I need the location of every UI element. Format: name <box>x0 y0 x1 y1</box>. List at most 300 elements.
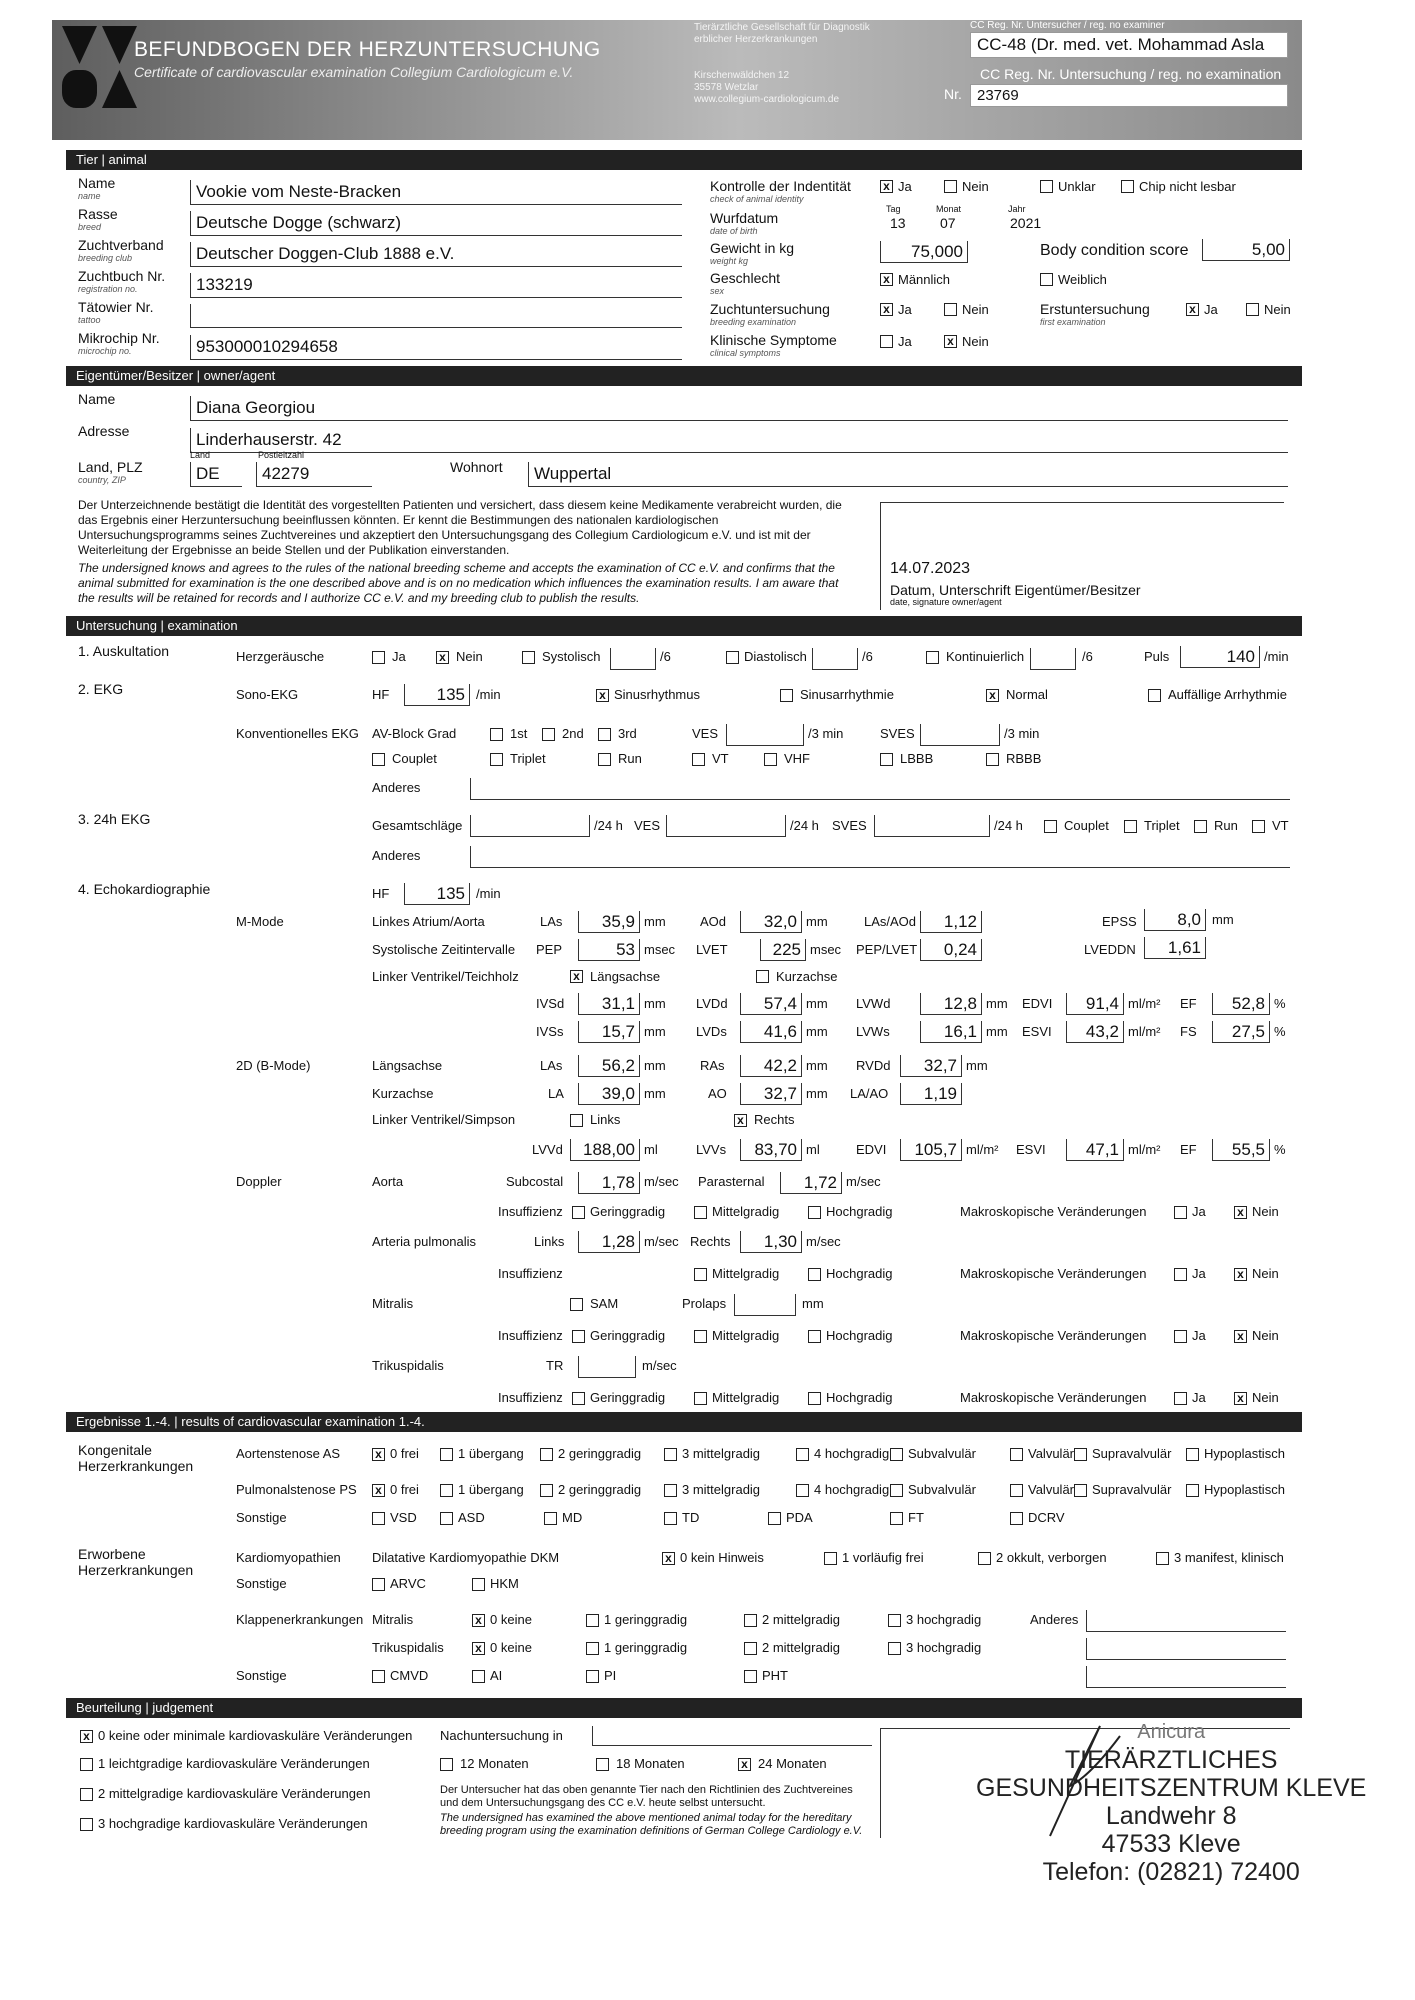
macro-yes-checkbox[interactable] <box>1174 1330 1187 1343</box>
mmode-label: M-Mode <box>236 914 284 929</box>
mitral-label: Mitralis <box>372 1296 414 1311</box>
dob-month[interactable]: 07 <box>940 215 956 231</box>
result-grade-checkbox[interactable] <box>540 1448 553 1461</box>
unit: /24 h <box>790 818 819 833</box>
result-grade-checkbox[interactable] <box>1010 1448 1023 1461</box>
lax-checkbox[interactable]: x <box>570 970 583 983</box>
cb-label: 1 übergang <box>458 1482 524 1497</box>
macro-no-checkbox[interactable]: x <box>1234 1330 1247 1343</box>
ef-bmode-field[interactable]: 55,5 <box>1212 1139 1270 1161</box>
diastolic-grade[interactable] <box>812 648 858 670</box>
result-grade-checkbox[interactable] <box>1186 1448 1199 1461</box>
valve-other-checkbox[interactable] <box>472 1670 485 1683</box>
registration-field[interactable]: 133219 <box>190 273 682 298</box>
edvi-field[interactable]: 91,4 <box>1066 993 1124 1015</box>
judgement-2-checkbox[interactable] <box>80 1788 93 1801</box>
result-grade-checkbox[interactable] <box>664 1448 677 1461</box>
dcm-label: Dilatative Kardiomyopathie DKM <box>372 1550 560 1565</box>
sinus-arrhythmia-checkbox[interactable] <box>780 689 793 702</box>
insuff-moderate-checkbox[interactable] <box>694 1392 707 1405</box>
subcostal-field[interactable]: 1,78 <box>578 1172 640 1194</box>
stamp-line: Telefon: (02821) 72400 <box>1042 1858 1300 1886</box>
cb-label: 1 geringgradig <box>604 1640 688 1655</box>
cb-label: Subvalvulär <box>908 1482 976 1497</box>
systolic-grade[interactable] <box>610 648 656 670</box>
las-label: LAs <box>540 1058 563 1073</box>
owner-name-field[interactable]: Diana Georgiou <box>190 396 1288 421</box>
org-line: 35578 Wetzlar <box>694 82 759 93</box>
followup-18-checkbox[interactable] <box>596 1758 609 1771</box>
cb-label: 4 hochgradig <box>814 1482 890 1497</box>
couplet-checkbox[interactable] <box>372 753 385 766</box>
congenital-other-checkbox[interactable] <box>664 1512 677 1525</box>
section-exam: Untersuchung | examination <box>66 616 1302 636</box>
chip-label: Mikrochip Nr. microchip no. <box>78 330 160 356</box>
macro-label: Makroskopische Veränderungen <box>960 1266 1147 1281</box>
form-subtitle: Certificate of cardiovascular examination Collegium Cardiologicum e.V. <box>134 64 574 80</box>
stamp-line: GESUNDHEITSZENTRUM KLEVE <box>976 1774 1367 1802</box>
pep-field[interactable]: 53 <box>578 939 640 961</box>
unit: mm <box>644 996 666 1011</box>
lvwd-field[interactable]: 12,8 <box>920 993 982 1015</box>
cb-label: Auffällige Arrhythmie <box>1168 687 1287 702</box>
dcm-grade-checkbox[interactable] <box>824 1552 837 1565</box>
cb-label: 12 Monaten <box>460 1756 529 1771</box>
lvds-field[interactable]: 41,6 <box>740 1021 802 1043</box>
tr-label: TR <box>546 1358 564 1373</box>
cb-label: Ja <box>1192 1390 1206 1405</box>
holter-triplet-checkbox[interactable] <box>1124 820 1137 833</box>
result-grade-checkbox[interactable]: x <box>372 1484 385 1497</box>
normal-checkbox[interactable]: x <box>986 689 999 702</box>
unit: ml <box>644 1142 658 1157</box>
systolic-checkbox[interactable] <box>522 651 535 664</box>
sam-checkbox[interactable] <box>570 1298 583 1311</box>
unit: /6 <box>1082 649 1093 664</box>
macro-yes-checkbox[interactable] <box>1174 1206 1187 1219</box>
cb-label: 2 mittelgradig <box>762 1612 841 1627</box>
unit: mm <box>806 1024 828 1039</box>
las-bmode-field[interactable]: 56,2 <box>578 1055 640 1077</box>
simpson-left-checkbox[interactable] <box>570 1114 583 1127</box>
sono-hf-field[interactable]: 135 <box>404 684 470 706</box>
result-grade-checkbox[interactable] <box>1074 1484 1087 1497</box>
male-checkbox[interactable]: x <box>880 273 893 286</box>
section-results: Ergebnisse 1.-4. | results of cardiovascular examination 1.-4. <box>66 1412 1302 1432</box>
holter-ves-field[interactable] <box>666 815 786 837</box>
cb-label: 18 Monaten <box>616 1756 685 1771</box>
lvvd-field[interactable]: 188,00 <box>570 1139 640 1161</box>
pulse-field[interactable]: 140 <box>1180 646 1260 668</box>
sono-label: Sono-EKG <box>236 687 299 702</box>
insuff-moderate-checkbox[interactable] <box>694 1330 707 1343</box>
tricuspid-label: Trikuspidalis <box>372 1640 444 1655</box>
congenital-other-checkbox[interactable] <box>440 1512 453 1525</box>
esvi-bmode-field[interactable]: 47,1 <box>1066 1139 1124 1161</box>
vet-field[interactable]: CC-48 (Dr. med. vet. Mohammad Asla <box>970 32 1288 58</box>
aod-label: AOd <box>700 914 727 929</box>
valve-grade-checkbox[interactable] <box>586 1614 599 1627</box>
insuff-severe-checkbox[interactable] <box>808 1206 821 1219</box>
cb-label: LBBB <box>900 751 934 766</box>
macro-no-checkbox[interactable]: x <box>1234 1268 1247 1281</box>
dcm-grade-checkbox[interactable] <box>1156 1552 1169 1565</box>
cb-label: Nein <box>1252 1390 1279 1405</box>
pulm-right-field[interactable]: 1,30 <box>740 1231 802 1253</box>
cb-label: Ja <box>392 649 406 664</box>
unit: /min <box>476 886 501 901</box>
ao-field[interactable]: 32,7 <box>740 1083 802 1105</box>
cb-label: 1 übergang <box>458 1446 524 1461</box>
la-field[interactable]: 39,0 <box>578 1083 640 1105</box>
avb-label: AV-Block Grad <box>372 726 457 741</box>
valve-other-checkbox[interactable] <box>744 1670 757 1683</box>
murmur-no-checkbox[interactable]: x <box>436 651 449 664</box>
country-field[interactable]: DE <box>190 462 242 487</box>
insuff-severe-checkbox[interactable] <box>808 1268 821 1281</box>
first-yes-checkbox[interactable]: x <box>1186 303 1199 316</box>
result-grade-checkbox[interactable] <box>890 1448 903 1461</box>
sax-checkbox[interactable] <box>756 970 769 983</box>
identity-no-checkbox[interactable] <box>944 180 957 193</box>
cb-label: RBBB <box>1006 751 1042 766</box>
cb-label: PDA <box>786 1510 813 1525</box>
cb-label: Chip nicht lesbar <box>1139 179 1236 194</box>
cb-label: TD <box>682 1510 700 1525</box>
macro-label: Makroskopische Veränderungen <box>960 1328 1147 1343</box>
cb-label: AI <box>490 1668 503 1683</box>
lvws-field[interactable]: 16,1 <box>920 1021 982 1043</box>
followup-field[interactable] <box>592 1726 872 1746</box>
clinical-yes-checkbox[interactable] <box>880 335 893 348</box>
result-grade-checkbox[interactable] <box>440 1484 453 1497</box>
rvdd-field[interactable]: 32,7 <box>900 1055 962 1077</box>
followup-label: Nachuntersuchung in <box>440 1728 563 1743</box>
vhf-checkbox[interactable] <box>764 753 777 766</box>
result-grade-checkbox[interactable] <box>796 1448 809 1461</box>
cb-label: Triplet <box>1144 818 1180 833</box>
cb-label: Nein <box>1252 1204 1279 1219</box>
peplvet-field[interactable]: 0,24 <box>920 939 982 961</box>
holter-other-field[interactable] <box>470 846 1290 868</box>
unit: mm <box>806 1058 828 1073</box>
sinus-rhythm-checkbox[interactable]: x <box>596 689 609 702</box>
ves-label: VES <box>634 818 661 833</box>
valve-grade-checkbox[interactable] <box>586 1642 599 1655</box>
cb-label: 2 geringgradig <box>558 1482 642 1497</box>
ao-label: AO <box>708 1086 727 1101</box>
zip-field[interactable]: 42279 <box>256 462 372 487</box>
animal-name-field[interactable]: Vookie vom Neste-Bracken <box>190 180 682 205</box>
breedexam-no-checkbox[interactable] <box>944 303 957 316</box>
rbbb-checkbox[interactable] <box>986 753 999 766</box>
continuous-checkbox[interactable] <box>926 651 939 664</box>
unit: /3 min <box>1004 726 1040 741</box>
ras-label: RAs <box>700 1058 725 1073</box>
sves-field[interactable] <box>920 724 1000 746</box>
echo-hf-field[interactable]: 135 <box>404 883 470 905</box>
acquired-other-checkbox[interactable] <box>372 1578 385 1591</box>
insuff-mild-checkbox[interactable] <box>572 1206 585 1219</box>
result-grade-checkbox[interactable] <box>440 1448 453 1461</box>
lvvd-label: LVVd <box>532 1142 563 1157</box>
congenital-other-checkbox[interactable] <box>372 1512 385 1525</box>
valve-grade-checkbox[interactable] <box>888 1614 901 1627</box>
result-grade-checkbox[interactable] <box>890 1484 903 1497</box>
edvi-bmode-field[interactable]: 105,7 <box>900 1139 962 1161</box>
cb-label: Hochgradig <box>826 1390 893 1405</box>
macro-no-checkbox[interactable]: x <box>1234 1206 1247 1219</box>
prolapse-field[interactable] <box>734 1294 796 1316</box>
congenital-other-checkbox[interactable] <box>768 1512 781 1525</box>
edvi-label: EDVI <box>1022 996 1053 1011</box>
cb-label: DCRV <box>1028 1510 1065 1525</box>
cb-label: 2 geringgradig <box>558 1446 642 1461</box>
lveddn-field[interactable]: 1,61 <box>1144 937 1206 959</box>
tr-field[interactable] <box>578 1356 636 1378</box>
microchip-field[interactable]: 953000010294658 <box>190 335 682 360</box>
chip-unreadable-checkbox[interactable] <box>1121 180 1134 193</box>
other-label: Anderes <box>372 848 421 863</box>
prolapse-label: Prolaps <box>682 1296 727 1311</box>
fs-field[interactable]: 27,5 <box>1212 1021 1270 1043</box>
abnormal-arrhythmia-checkbox[interactable] <box>1148 689 1161 702</box>
unit: mm <box>966 1058 988 1073</box>
ivss-field[interactable]: 15,7 <box>578 1021 640 1043</box>
valve-grade-checkbox[interactable] <box>744 1614 757 1627</box>
insuff-severe-checkbox[interactable] <box>808 1392 821 1405</box>
fs-label: FS <box>1180 1024 1197 1039</box>
hf-label: HF <box>372 886 390 901</box>
insuff-severe-checkbox[interactable] <box>808 1330 821 1343</box>
identity-label: Kontrolle der Indentität check of animal identity <box>710 178 851 204</box>
unit: mm <box>806 996 828 1011</box>
cb-label: Supravalvulär <box>1092 1446 1172 1461</box>
sves-label: SVES <box>880 726 915 741</box>
cb-label: PI <box>604 1668 617 1683</box>
laod-label: LAs/AOd <box>864 914 917 929</box>
epss-field[interactable]: 8,0 <box>1144 909 1206 931</box>
dob-label: Wurfdatum date of birth <box>710 210 779 236</box>
breed-field[interactable]: Deutsche Dogge (schwarz) <box>190 211 682 236</box>
reg-label: CC Reg. Nr. Untersuchung / reg. no examination <box>980 66 1282 82</box>
triplet-checkbox[interactable] <box>490 753 503 766</box>
cb-label: 0 frei <box>390 1446 419 1461</box>
result-grade-checkbox[interactable] <box>664 1484 677 1497</box>
result-grade-checkbox[interactable] <box>540 1484 553 1497</box>
month-label: Monat <box>936 204 962 214</box>
section-owner: Eigentümer/Besitzer | owner/agent <box>66 366 1302 386</box>
dcm-grade-checkbox[interactable] <box>978 1552 991 1565</box>
unit: mm <box>802 1296 824 1311</box>
result-grade-checkbox[interactable]: x <box>372 1448 385 1461</box>
followup-12-checkbox[interactable] <box>440 1758 453 1771</box>
holter-couplet-checkbox[interactable] <box>1044 820 1057 833</box>
valve-other-checkbox[interactable] <box>372 1670 385 1683</box>
cb-label: VT <box>712 751 729 766</box>
insuff-moderate-checkbox[interactable] <box>694 1268 707 1281</box>
ves-field[interactable] <box>726 724 804 746</box>
other-label: Anderes <box>372 780 421 795</box>
female-checkbox[interactable] <box>1040 273 1053 286</box>
cb-label: Valvulär <box>1028 1482 1075 1497</box>
simpson-right-checkbox[interactable]: x <box>734 1114 747 1127</box>
cb-label: ASD <box>458 1510 485 1525</box>
result-grade-checkbox[interactable] <box>796 1484 809 1497</box>
cb-label: Nein <box>1252 1266 1279 1281</box>
examiner-note: Der Untersucher hat das oben genannte Tier nach den Richtlinien des Zuchtvereines und dem Untersuchungsgang des CC e.V. heute selbst untersucht. <box>440 1784 853 1809</box>
unit: m/sec <box>846 1174 881 1189</box>
continuous-grade[interactable] <box>1030 648 1076 670</box>
hf-label: HF <box>372 687 390 702</box>
org-line: erblicher Herzerkrankungen <box>694 34 818 45</box>
lbbb-checkbox[interactable] <box>880 753 893 766</box>
murmur-label: Herzgeräusche <box>236 649 325 664</box>
ef-label: EF <box>1180 1142 1197 1157</box>
dcm-grade-checkbox[interactable]: x <box>662 1552 675 1565</box>
valve-grade-checkbox[interactable]: x <box>472 1642 485 1655</box>
holter-sves-field[interactable] <box>874 815 990 837</box>
holter-run-checkbox[interactable] <box>1194 820 1207 833</box>
land-caption: Land <box>190 450 211 460</box>
congenital-other-checkbox[interactable] <box>890 1512 903 1525</box>
bcs-field[interactable]: 5,00 <box>1202 239 1290 261</box>
lvvs-label: LVVs <box>696 1142 727 1157</box>
cb-label: PHT <box>762 1668 788 1683</box>
cb-label: 0 kein Hinweis <box>680 1550 764 1565</box>
unit: m/sec <box>642 1358 677 1373</box>
country-label: Land, PLZ country, ZIP <box>78 459 143 485</box>
holter-vt-checkbox[interactable] <box>1252 820 1265 833</box>
dob-day[interactable]: 13 <box>890 215 906 231</box>
cb-label: 1 geringgradig <box>604 1612 688 1627</box>
judgement-3-checkbox[interactable] <box>80 1818 93 1831</box>
diastolic-checkbox[interactable] <box>726 651 739 664</box>
tattoo-field[interactable] <box>190 304 682 328</box>
las-field[interactable]: 35,9 <box>578 911 640 933</box>
laod-field[interactable]: 1,12 <box>920 911 982 933</box>
unclear-checkbox[interactable] <box>1040 180 1053 193</box>
ef-field[interactable]: 52,8 <box>1212 993 1270 1015</box>
identity-yes-checkbox[interactable]: x <box>880 180 893 193</box>
laao-field[interactable]: 1,19 <box>900 1083 962 1105</box>
aod-field[interactable]: 32,0 <box>740 911 802 933</box>
ras-field[interactable]: 42,2 <box>740 1055 802 1077</box>
unit: mm <box>644 1086 666 1101</box>
result-grade-checkbox[interactable] <box>1186 1484 1199 1497</box>
lvet-field[interactable]: 225 <box>760 939 806 961</box>
first-no-checkbox[interactable] <box>1246 303 1259 316</box>
tricuspid-label: Trikuspidalis <box>372 1358 444 1373</box>
cb-label: CMVD <box>390 1668 429 1683</box>
avb-2-checkbox[interactable] <box>542 728 555 741</box>
cb-label: Links <box>590 1112 621 1127</box>
clinical-label: Klinische Symptome clinical symptoms <box>710 332 837 358</box>
insuff-mild-checkbox[interactable] <box>572 1392 585 1405</box>
run-checkbox[interactable] <box>598 753 611 766</box>
valve-grade-checkbox[interactable] <box>744 1642 757 1655</box>
cb-label: 0 frei <box>390 1482 419 1497</box>
holter-label: 3. 24h EKG <box>78 811 151 827</box>
sves-label: SVES <box>832 818 867 833</box>
name-label: Name name <box>78 175 116 201</box>
cb-label: Männlich <box>898 272 951 287</box>
unit: ml/m² <box>1128 1142 1161 1157</box>
unit: msec <box>644 942 676 957</box>
avb-1-checkbox[interactable] <box>490 728 503 741</box>
unit: mm <box>1212 912 1234 927</box>
vt-checkbox[interactable] <box>692 753 705 766</box>
other-label: Anderes <box>1030 1612 1079 1627</box>
followup-24-checkbox[interactable]: x <box>738 1758 751 1771</box>
result-grade-checkbox[interactable] <box>1074 1448 1087 1461</box>
valve-other-field[interactable] <box>1086 1610 1286 1632</box>
cb-label: Systolisch <box>542 649 601 664</box>
macro-no-checkbox[interactable]: x <box>1234 1392 1247 1405</box>
total-beats-field[interactable] <box>470 815 590 837</box>
insuff-moderate-checkbox[interactable] <box>694 1206 707 1219</box>
club-field[interactable]: Deutscher Doggen-Club 1888 e.V. <box>190 242 682 267</box>
result-grade-checkbox[interactable] <box>1010 1484 1023 1497</box>
weight-field[interactable]: 75,000 <box>880 241 968 263</box>
left-label: Links <box>534 1234 565 1249</box>
valve-other-field[interactable] <box>1086 1638 1286 1660</box>
macro-yes-checkbox[interactable] <box>1174 1392 1187 1405</box>
avb-3-checkbox[interactable] <box>598 728 611 741</box>
judgement-0-checkbox[interactable]: x <box>80 1730 93 1743</box>
lvvs-field[interactable]: 83,70 <box>740 1139 802 1161</box>
unit: /6 <box>862 649 873 664</box>
reg-label: Zuchtbuch Nr. registration no. <box>78 268 166 294</box>
breedexam-yes-checkbox[interactable]: x <box>880 303 893 316</box>
congenital-other-checkbox[interactable] <box>1010 1512 1023 1525</box>
unit: /min <box>476 687 501 702</box>
valve-grade-checkbox[interactable]: x <box>472 1614 485 1627</box>
acquired-other-checkbox[interactable] <box>472 1578 485 1591</box>
edvi-label: EDVI <box>856 1142 887 1157</box>
pulm-left-field[interactable]: 1,28 <box>578 1231 640 1253</box>
valve-other-field[interactable] <box>1086 1666 1286 1688</box>
cb-label: Triplet <box>510 751 546 766</box>
valve-other-checkbox[interactable] <box>586 1670 599 1683</box>
cb-label: Diastolisch <box>744 649 807 664</box>
cb-label: Run <box>1214 818 1238 833</box>
valve-label: Klappenerkrankungen <box>236 1612 364 1627</box>
ivss-label: IVSs <box>536 1024 564 1039</box>
macro-yes-checkbox[interactable] <box>1174 1268 1187 1281</box>
judgement-1-checkbox[interactable] <box>80 1758 93 1771</box>
valve-grade-checkbox[interactable] <box>888 1642 901 1655</box>
teichholz-label: Linker Ventrikel/Teichholz <box>372 969 519 984</box>
stamp-line: TIERÄRZTLICHES <box>1064 1746 1278 1774</box>
congenital-other-checkbox[interactable] <box>544 1512 557 1525</box>
city-field[interactable]: Wuppertal <box>528 462 1288 487</box>
nr-label: Nr. <box>944 86 962 102</box>
clinical-no-checkbox[interactable]: x <box>944 335 957 348</box>
dob-year[interactable]: 2021 <box>1010 215 1042 231</box>
address-field[interactable]: Linderhauserstr. 42 <box>190 428 1288 453</box>
cb-label: 0 keine <box>490 1640 532 1655</box>
ecg-other-field[interactable] <box>470 778 1290 800</box>
esvi-field[interactable]: 43,2 <box>1066 1021 1124 1043</box>
ivsd-field[interactable]: 31,1 <box>578 993 640 1015</box>
cb-label: VT <box>1272 818 1289 833</box>
reg-no-field[interactable]: 23769 <box>970 84 1288 107</box>
murmur-yes-checkbox[interactable] <box>372 651 385 664</box>
parasternal-field[interactable]: 1,72 <box>780 1172 842 1194</box>
lvdd-field[interactable]: 57,4 <box>740 993 802 1015</box>
insuff-mild-checkbox[interactable] <box>572 1330 585 1343</box>
